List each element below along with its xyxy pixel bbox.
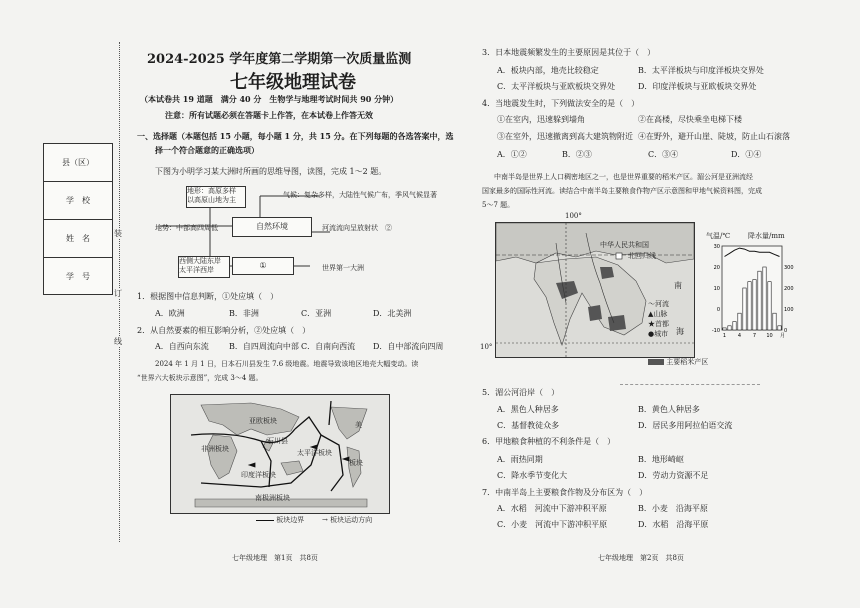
q2-text: 2．从自然要素的相互影响分析，②处应填（ ） [137, 326, 311, 335]
map-longitude-label: 100° [565, 212, 582, 220]
mindmap-location: 西侧大陆东岸 太平洋西岸 [178, 256, 230, 278]
capital-icon: ★ [648, 320, 655, 328]
month-tick-label: 1 [722, 333, 727, 339]
q6-opt-b: B．地形崎岖 [638, 455, 684, 464]
q3-4-intro-1: 2024 年 1 月 1 日，日本石川县发生 7.6 级地震。地震导致该地区地壳大幅变动。读 [155, 360, 419, 368]
q4-choice-b: B．②③ [562, 150, 592, 159]
plate-map [170, 394, 390, 514]
temp-tick-label: -10 [711, 328, 720, 334]
q1-opt-a: A．欧洲 [155, 309, 185, 318]
q2-opt-a: A．自西向东流 [155, 342, 209, 351]
precip-bar-7 [753, 280, 756, 330]
climate-chart [706, 242, 810, 346]
q5-opt-c: C．基督教徒众多 [497, 421, 560, 430]
q7-opt-a: A．水稻 河流中下游冲积平原 [497, 504, 607, 513]
precip-tick-label: 300 [784, 265, 794, 271]
exam-meta: （本试卷共 19 道题 满分 40 分 生物学与地理考试时间共 90 分钟） [140, 94, 399, 104]
q7-opt-c: C．小麦 河流中下游冲积平原 [497, 520, 608, 529]
section1-heading: 一、选择题（本题包括 15 小题，每小题 1 分，共 15 分。在下列每题的各选答案中，选 [137, 131, 454, 141]
q2-opt-d: D．自中部流向四周 [373, 342, 444, 351]
plate-label-eurasian: 亚欧板块 [249, 417, 277, 425]
plate-label-antarctic: 南极洲板块 [255, 494, 290, 502]
field-name: 姓 名 [44, 220, 112, 258]
footer-right: 七年级地理 第2页 共8页 [598, 554, 684, 562]
plate-boundary-line-icon [256, 520, 274, 521]
mindmap-blank-1: ① [232, 257, 294, 275]
plate-legend-boundary [256, 516, 304, 525]
plate-label-america-2: 板块 [349, 459, 363, 467]
river-line-icon: ～ [648, 300, 655, 308]
climate-precip-axis-title: 降水量/mm [748, 232, 785, 240]
field-id: 学 号 [66, 272, 90, 281]
q7-text: 7．中南半岛上主要粮食作物及分布区为（ ） [482, 488, 648, 497]
precip-bar-12 [778, 326, 781, 330]
q6-opt-a: A．雨热同期 [497, 455, 543, 464]
map-legend-rice [648, 358, 708, 367]
map-country-china: 中华人民共和国 [600, 241, 649, 249]
precip-bar-6 [748, 282, 751, 330]
mindmap-rivers: 河流流向呈放射状 ② [322, 224, 392, 232]
mountain-icon: ▲ [648, 310, 654, 318]
temp-tick-label: 10 [713, 286, 720, 292]
precip-bar-5 [743, 288, 746, 330]
q4-item-3: ③在室外，迅速撤离到高大建筑物附近 [497, 132, 633, 141]
legend-river: ～河流 [648, 300, 669, 308]
map-legend-rice-text: 主要稻米产区 [666, 358, 709, 366]
binding-mark-xian: 线 [111, 336, 125, 347]
precip-bar-4 [738, 313, 741, 330]
plate-legend-motion [322, 516, 372, 525]
q5-7-intro-1: 中南半岛是世界上人口稠密地区之一，也是世界重要的稻米产区。湄公河是亚洲流经 [494, 173, 753, 181]
month-tick-label: 4 [737, 333, 742, 339]
field-county: 县（区） [44, 144, 112, 182]
plate-label-america-1: 美 [355, 421, 362, 429]
q7-opt-d: D．水稻 沿海平原 [638, 520, 709, 529]
binding-mark-ding: 订 [111, 288, 125, 299]
plate-label-indian-ocean: 印度洋板块 [241, 471, 276, 479]
city-icon: ● [648, 330, 655, 338]
mindmap-climate: 气候：复杂多样，大陆性气候广布，季风气候显著 [283, 191, 437, 199]
q4-item-4: ④在野外，避开山崖、陡坡，防止山石滚落 [638, 132, 790, 141]
q5-text: 5．湄公河沿岸（ ） [482, 388, 560, 397]
arrow-right-icon: → [322, 516, 328, 524]
precip-bar-1 [723, 328, 726, 330]
section1-heading-2: 择一个符合题意的正确选项） [155, 145, 259, 155]
q1-opt-d: D．北美洲 [373, 309, 412, 318]
plate-legend-motion-text: 板块运动方向 [330, 516, 373, 524]
climate-temp-axis-title: 气温/℃ [706, 232, 731, 240]
divider [620, 384, 760, 385]
month-tick-label: 7 [752, 333, 757, 339]
exam-title-line1: 2024-2025 学年度第二学期第一次质量监测 [147, 52, 412, 67]
precip-bar-10 [768, 282, 771, 330]
temp-tick-label: 0 [716, 307, 720, 313]
map-legend [648, 299, 669, 339]
binding-mark-zhuang: 装 [111, 228, 125, 239]
legend-capital: ★首都 [648, 320, 669, 328]
legend-city: ●城市 [648, 330, 669, 338]
q5-opt-a: A．黑色人种居多 [497, 405, 559, 414]
q3-opt-b: B．太平洋板块与印度洋板块交界处 [638, 66, 764, 75]
q1-opt-b: B．非洲 [229, 309, 259, 318]
precip-bar-11 [773, 313, 776, 330]
q5-7-intro-3: 5～7 题。 [482, 201, 515, 209]
precip-bar-8 [758, 271, 761, 330]
field-school: 学 校 [44, 182, 112, 220]
precip-bar-9 [763, 267, 766, 330]
plate-label-ishikawa: 石川县 [267, 437, 288, 445]
temp-tick-label: 20 [713, 265, 720, 271]
map-latitude-label: 10° [480, 343, 493, 351]
q3-4-intro-2: “世界六大板块示意图”，完成 3～4 题。 [137, 374, 263, 382]
legend-mountain: ▲山脉 [648, 310, 668, 318]
q5-7-intro-2: 国家最多的国际性河流。读结合中南半岛主要粮食作物产区示意图和甲地气候资料图，完成 [482, 187, 762, 195]
temp-tick-label: 30 [713, 244, 720, 250]
mindmap-terrain: 地形：高原多样 以高原山地为主 [186, 186, 246, 208]
q3-opt-c: C．太平洋板块与亚欧板块交界处 [497, 82, 616, 91]
q1-2-intro: 下图为小明学习某大洲时所画的思维导图，读图，完成 1～2 题。 [155, 167, 387, 176]
student-info-box [43, 143, 113, 295]
q4-choice-d: D．①④ [731, 150, 762, 159]
q6-opt-d: D．劳动力资源不足 [638, 471, 709, 480]
q4-item-1: ①在室内，迅速躲到墙角 [497, 115, 585, 124]
map-tropic-label: 北回归线 [628, 252, 656, 260]
q2-opt-b: B．自四周流向中部 [229, 342, 299, 351]
q5-opt-d: D．居民多用阿拉伯语交流 [638, 421, 733, 430]
map-sea-label: 海 [676, 327, 684, 336]
month-tick-label: 10 [766, 333, 773, 339]
plate-label-pacific: 太平洋板块 [297, 449, 332, 457]
plate-legend-boundary-text: 板块边界 [276, 516, 305, 524]
q4-text: 4．当地震发生时，下列做法安全的是（ ） [482, 99, 640, 108]
mindmap-world-largest: 世界第一大洲 [322, 264, 364, 272]
mindmap-topography: 地势：中部高四周低 [155, 224, 218, 232]
map-south-label: 南 [674, 281, 682, 290]
q5-opt-b: B．黄色人种居多 [638, 405, 700, 414]
precip-tick-label: 100 [784, 307, 794, 313]
mindmap-center: 自然环境 [232, 217, 312, 237]
precip-tick-label: 0 [784, 328, 788, 334]
plate-label-african: 非洲板块 [201, 445, 229, 453]
q3-text: 3．日本地震频繁发生的主要原因是其位于（ ） [482, 48, 656, 57]
q4-choice-a: A．①② [497, 150, 527, 159]
precip-bar-3 [733, 322, 736, 330]
q4-item-2: ②在高楼，尽快乘坐电梯下楼 [638, 115, 742, 124]
q3-opt-d: D．印度洋板块与亚欧板块交界处 [638, 82, 757, 91]
q6-opt-c: C．降水季节变化大 [497, 471, 568, 480]
q6-text: 6．甲地粮食种植的不利条件是（ ） [482, 437, 616, 446]
footer-left: 七年级地理 第1页 共8页 [232, 554, 318, 562]
q7-opt-b: B．小麦 沿海平原 [638, 504, 708, 513]
q4-choice-c: C．③④ [648, 150, 679, 159]
q3-opt-a: A．板块内部，地壳比较稳定 [497, 66, 599, 75]
exam-notice: 注意：所有试题必须在答题卡上作答，在本试卷上作答无效 [165, 110, 373, 120]
precip-bar-2 [728, 326, 731, 330]
precip-tick-label: 200 [784, 286, 794, 292]
q1-text: 1．根据图中信息判断，①处应填（ ） [137, 292, 279, 301]
month-tick-label: 月 [779, 333, 786, 339]
exam-title-line2: 七年级地理试卷 [230, 72, 356, 93]
indochina-map [495, 222, 695, 358]
q2-opt-c: C．自南向西流 [301, 342, 356, 351]
rice-area-swatch-icon [648, 359, 664, 365]
q1-opt-c: C．亚洲 [301, 309, 332, 318]
